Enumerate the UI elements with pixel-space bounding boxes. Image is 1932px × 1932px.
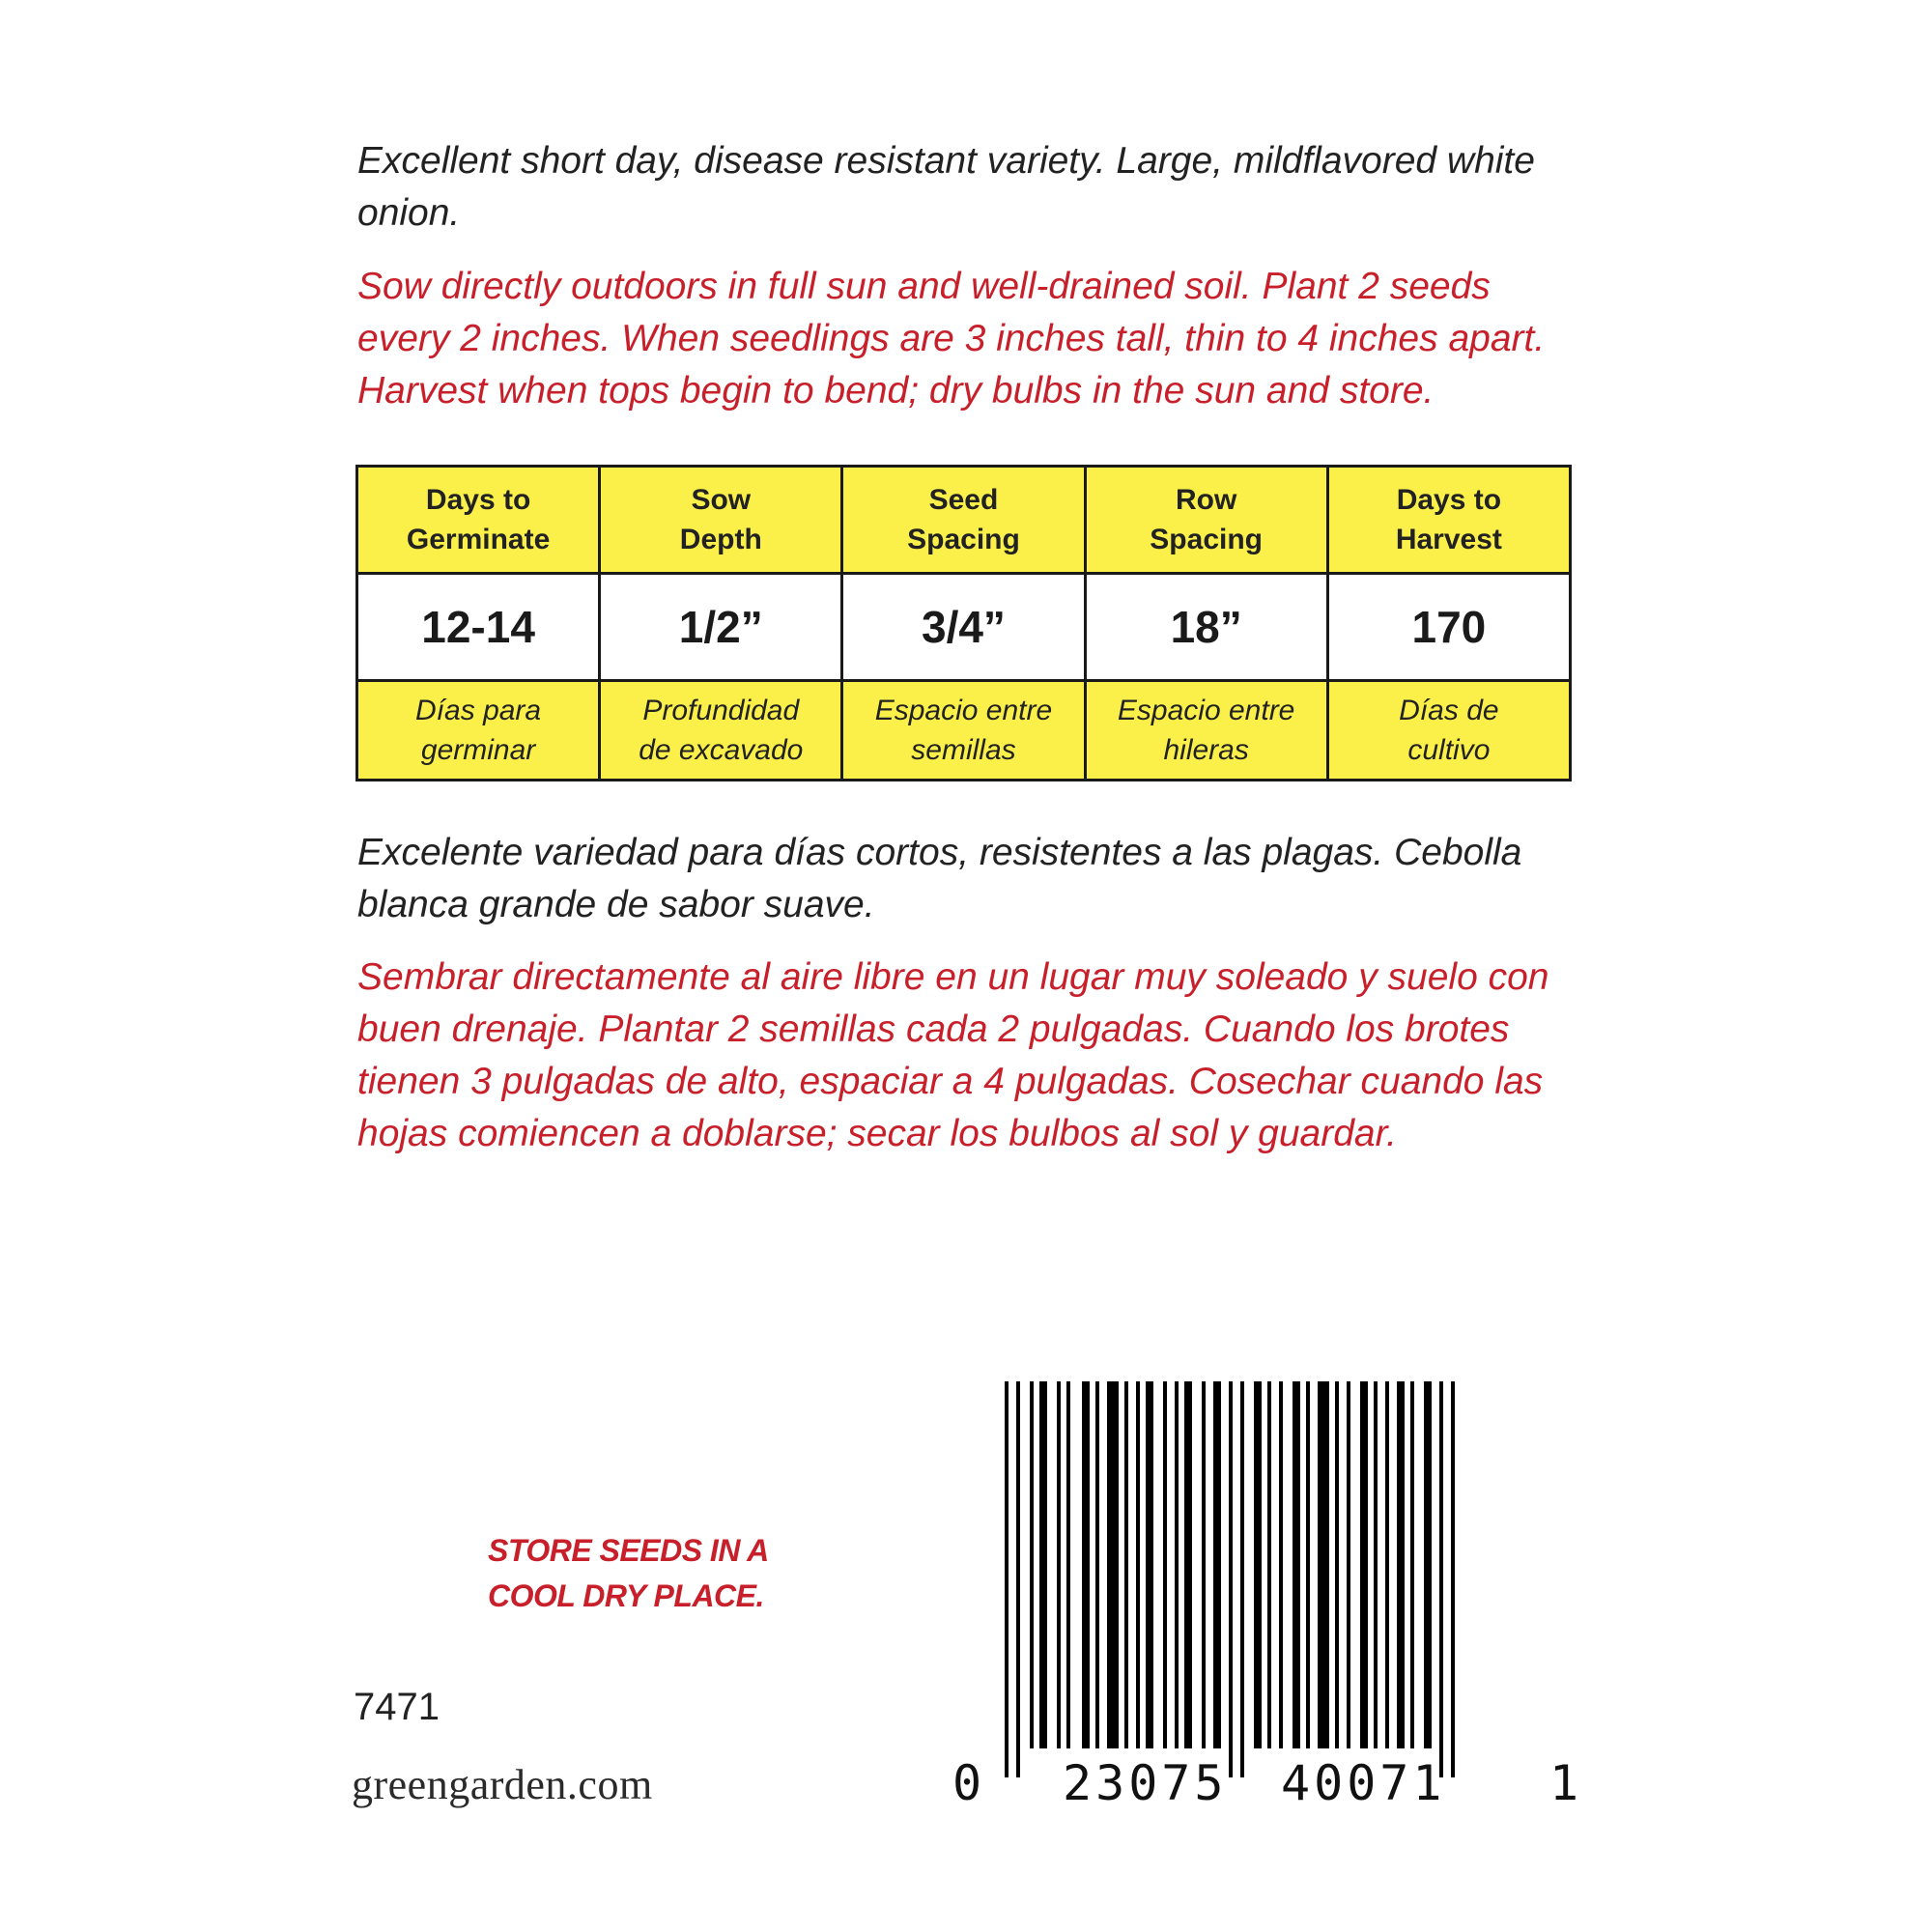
header-seed-spacing: Seed Spacing xyxy=(842,467,1085,574)
storage-notice-line-1: STORE SEEDS IN A xyxy=(488,1533,769,1568)
spanish-sow-depth: Profundidad de excavado xyxy=(600,681,842,781)
spanish-instructions-block xyxy=(357,952,1579,1160)
barcode-digit-right: 1 xyxy=(1549,1755,1579,1811)
spanish-days-to-harvest: Días de cultivo xyxy=(1327,681,1570,781)
value-days-to-germinate: 12-14 xyxy=(357,574,600,681)
website-url: greengarden.com xyxy=(352,1761,653,1808)
header-row-spacing: Row Spacing xyxy=(1085,467,1327,574)
planting-info-table xyxy=(355,465,1572,781)
english-description-block xyxy=(357,135,1579,240)
product-code: 7471 xyxy=(354,1686,440,1728)
storage-notice xyxy=(488,1528,769,1619)
value-days-to-harvest: 170 xyxy=(1327,574,1570,681)
table-spanish-row xyxy=(357,681,1571,781)
header-sow-depth: Sow Depth xyxy=(600,467,842,574)
spanish-description: Excelente variedad para días cortos, resistentes a las plagas. Cebolla blanca grande de sabor suave. xyxy=(357,832,1522,925)
spanish-row-spacing: Espacio entre hileras xyxy=(1085,681,1327,781)
spanish-description-block xyxy=(357,827,1579,931)
barcode-icon xyxy=(947,1381,1575,1806)
value-row-spacing: 18” xyxy=(1085,574,1327,681)
header-days-to-germinate: Days to Germinate xyxy=(357,467,600,574)
barcode-digits-group-2: 40071 xyxy=(1281,1755,1446,1811)
table-header-row xyxy=(357,467,1571,574)
barcode-digits-group-1: 23075 xyxy=(1063,1755,1228,1811)
spanish-instructions: Sembrar directamente al aire libre en un lugar muy soleado y suelo con buen drenaje. Plantar 2 semillas cada 2 pulgadas. Cuando los brotes tienen 3 pulgadas de alto, espaciar a 4 pulgadas. Cosechar cuando las hojas comiencen a doblarse; secar los bulbos al sol y guardar. xyxy=(357,956,1549,1154)
value-sow-depth: 1/2” xyxy=(600,574,842,681)
spanish-seed-spacing: Espacio entre semillas xyxy=(842,681,1085,781)
spanish-days-to-germinate: Días para germinar xyxy=(357,681,600,781)
barcode-digit-left: 0 xyxy=(952,1755,982,1811)
english-description: Excellent short day, disease resistant variety. Large, mildflavored white onion. xyxy=(357,140,1535,234)
english-instructions: Sow directly outdoors in full sun and well-drained soil. Plant 2 seeds every 2 inches. When seedlings are 3 inches tall, thin to 4 inches apart. Harvest when tops begin to bend; dry bulbs in the sun and store. xyxy=(357,266,1546,412)
value-seed-spacing: 3/4” xyxy=(842,574,1085,681)
storage-notice-line-2: COOL DRY PLACE. xyxy=(488,1578,764,1613)
table-value-row xyxy=(357,574,1571,681)
header-days-to-harvest: Days to Harvest xyxy=(1327,467,1570,574)
english-instructions-block xyxy=(357,261,1579,417)
